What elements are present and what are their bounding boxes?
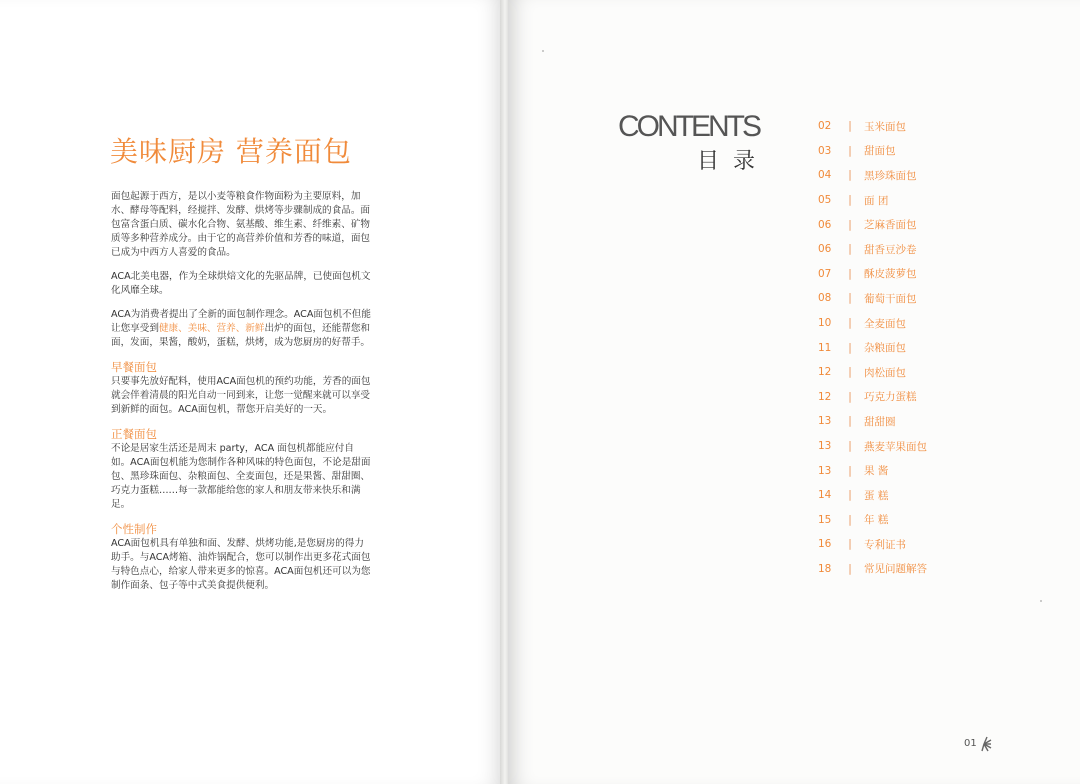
toc-separator: | — [848, 390, 852, 403]
section-text-custom: ACA面包机具有单独和面、发酵、烘烤功能,是您厨房的得力助手。与ACA烤箱、油炸锅配合，您可以制作出更多花式面包与特色点心，给家人带来更多的惊喜。ACA面包机还可以为您制作面条、包子等中式美食提供便利。 — [111, 538, 371, 591]
intro-paragraph-brand: ACA北美电器，作为全球烘焙文化的先驱品牌，已使面包机文化风靡全球。 — [111, 271, 371, 296]
section-heading-custom: 个性制作 — [111, 522, 157, 536]
page-title: 美味厨房 营养面包 — [110, 135, 352, 168]
toc-separator: | — [848, 415, 852, 428]
toc-item — [818, 212, 1018, 237]
toc-page-number: 05 — [818, 194, 832, 207]
concept-text-start: ACA为消费者提出了全新的面包制作理念。ACA面包机不但能让您享受到 — [111, 309, 371, 334]
toc-page-number: 13 — [818, 415, 832, 428]
toc-item — [818, 557, 1018, 582]
page-number: 01 — [964, 738, 977, 749]
toc-label: 葡萄干面包 — [864, 292, 917, 305]
toc-item — [818, 508, 1018, 533]
toc-item — [818, 483, 1018, 508]
toc-separator: | — [848, 243, 852, 256]
toc-item — [818, 458, 1018, 483]
toc-page-number: 12 — [818, 390, 832, 403]
section-heading-breakfast: 早餐面包 — [111, 360, 157, 374]
toc-label: 肉松面包 — [864, 366, 906, 379]
toc-item — [818, 163, 1018, 188]
toc-item — [818, 311, 1018, 336]
toc-page-number: 06 — [818, 218, 832, 231]
toc-item — [818, 409, 1018, 434]
toc-label: 果 酱 — [864, 465, 889, 478]
toc-item — [818, 139, 1018, 164]
toc-separator: | — [848, 366, 852, 379]
toc-page-number: 16 — [818, 538, 832, 551]
toc-label: 年 糕 — [864, 514, 889, 527]
toc-label: 甜甜圈 — [864, 415, 896, 428]
toc-label: 专利证书 — [864, 538, 906, 551]
toc-page-number: 14 — [818, 489, 832, 502]
toc-separator: | — [848, 562, 852, 575]
toc-item — [818, 188, 1018, 213]
toc-item — [818, 335, 1018, 360]
toc-item — [818, 360, 1018, 385]
section-text-meal: 不论是居家生活还是周末 party，ACA 面包机都能应付自如。ACA面包机能为您制作各种风味的特色面包，不论是甜面包、黑珍珠面包、杂粮面包、全麦面包，还是果酱、甜甜圈、巧克力蛋糕……每一款都能给您的家人和朋友带来快乐和满足。 — [111, 443, 371, 510]
toc-item — [818, 286, 1018, 311]
contents-title: CONTENTS — [618, 110, 759, 143]
paper-speck — [1040, 600, 1042, 602]
toc-page-number: 04 — [818, 169, 832, 182]
toc-label: 黑珍珠面包 — [864, 169, 917, 182]
toc-label: 常见问题解答 — [864, 563, 927, 576]
toc-page-number: 13 — [818, 464, 832, 477]
toc-separator: | — [848, 464, 852, 477]
toc-label: 芝麻香面包 — [864, 219, 917, 232]
toc-separator: | — [848, 144, 852, 157]
toc-label: 玉米面包 — [864, 120, 906, 133]
toc-label: 巧克力蛋糕 — [864, 391, 917, 404]
toc-label: 甜面包 — [864, 145, 896, 158]
toc-page-number: 02 — [818, 120, 832, 133]
toc-label: 蛋 糕 — [864, 489, 889, 502]
toc-label: 面 团 — [864, 194, 889, 207]
concept-text-end: 出炉的面包，还能帮您和面，发面，果酱，酸奶，蛋糕，烘烤，成为您厨房的好帮手。 — [111, 323, 371, 348]
page-ornament-icon — [976, 736, 992, 752]
toc-page-number: 10 — [818, 317, 832, 330]
section-text-breakfast: 只要事先放好配料，使用ACA面包机的预约功能，芳香的面包就会伴着清晨的阳光自动一同到来，让您一觉醒来就可以享受到新鲜的面包。ACA面包机，帮您开启美好的一天。 — [111, 376, 371, 415]
toc-item — [818, 114, 1018, 139]
toc-separator: | — [848, 120, 852, 133]
toc-page-number: 06 — [818, 243, 832, 256]
intro-body — [111, 190, 371, 603]
toc-item — [818, 532, 1018, 557]
toc-page-number: 08 — [818, 292, 832, 305]
toc-item — [818, 237, 1018, 262]
toc-item — [818, 434, 1018, 459]
toc-separator: | — [848, 169, 852, 182]
table-of-contents — [818, 114, 1018, 581]
left-page — [0, 0, 503, 784]
toc-separator: | — [848, 341, 852, 354]
toc-page-number: 12 — [818, 366, 832, 379]
paper-speck — [542, 50, 544, 52]
toc-label: 甜香豆沙卷 — [864, 243, 917, 256]
concept-highlight: 健康、美味、营养、新鲜 — [158, 323, 265, 334]
toc-separator: | — [848, 194, 852, 207]
toc-separator: | — [848, 489, 852, 502]
toc-page-number: 15 — [818, 513, 832, 526]
toc-separator: | — [848, 218, 852, 231]
toc-separator: | — [848, 440, 852, 453]
toc-page-number: 18 — [818, 562, 832, 575]
toc-label: 燕麦苹果面包 — [864, 440, 927, 453]
toc-separator: | — [848, 317, 852, 330]
intro-paragraph-concept — [111, 308, 371, 350]
intro-paragraph-origin: 面包起源于西方，是以小麦等粮食作物面粉为主要原料，加水、酵母等配料，经搅拌、发酵、烘烤等步骤制成的食品。面包富含蛋白质、碳水化合物、氨基酸、维生素、纤维素、矿物质等多种营养成分。由于它的高营养价值和芳香的味道，面包已成为中西方人喜爱的食品。 — [111, 191, 371, 258]
toc-label: 杂粮面包 — [864, 342, 906, 355]
toc-label: 全麦面包 — [864, 317, 906, 330]
toc-separator: | — [848, 513, 852, 526]
toc-separator: | — [848, 538, 852, 551]
toc-separator: | — [848, 267, 852, 280]
toc-page-number: 11 — [818, 341, 832, 354]
toc-page-number: 13 — [818, 440, 832, 453]
contents-subtitle: 目录 — [697, 149, 770, 174]
toc-item — [818, 262, 1018, 287]
toc-page-number: 03 — [818, 144, 832, 157]
toc-label: 酥皮菠萝包 — [864, 268, 917, 281]
toc-separator: | — [848, 292, 852, 305]
toc-item — [818, 385, 1018, 410]
section-heading-meal: 正餐面包 — [111, 427, 157, 441]
toc-page-number: 07 — [818, 267, 832, 280]
